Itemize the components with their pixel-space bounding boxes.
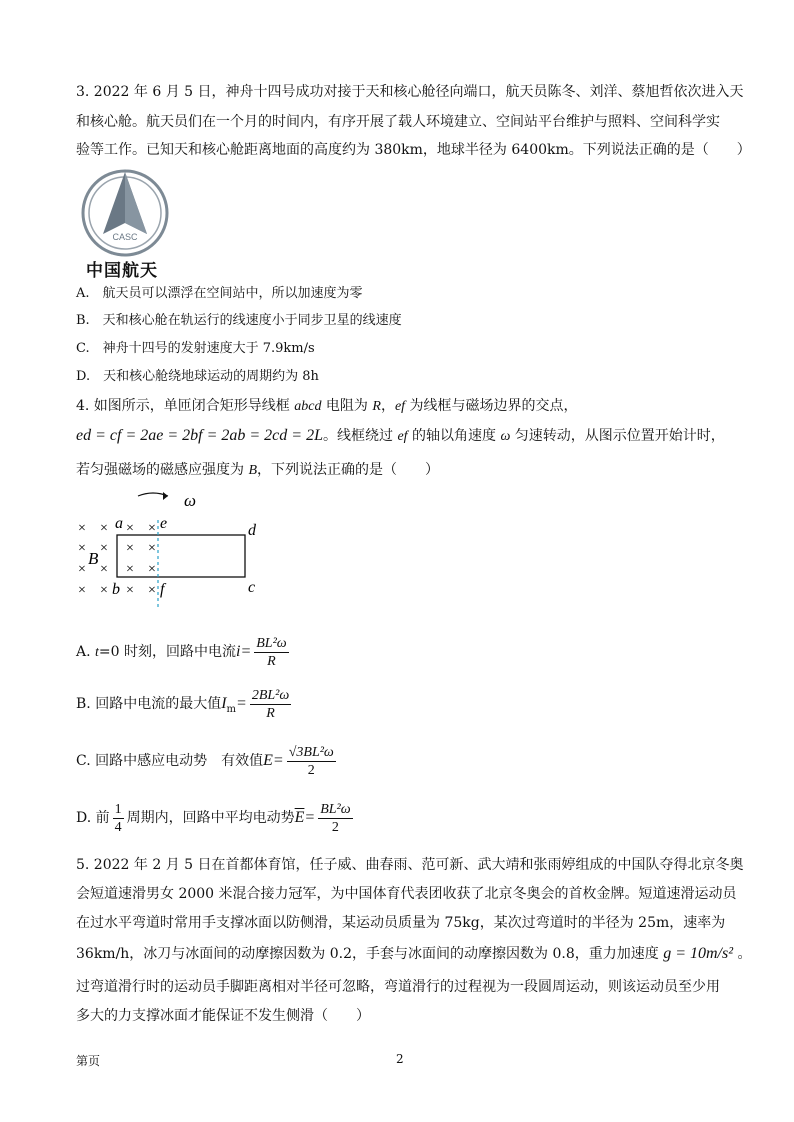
svg-text:×: ×: [126, 521, 134, 536]
svg-text:×: ×: [126, 562, 134, 577]
svg-text:×: ×: [126, 541, 134, 556]
q4-stem-line2: ed = cf = 2ae = 2bf = 2ab = 2cd = 2L。线框绕过 ef 的轴以角速度 ω 匀速转动，从图示位置开始计时，: [76, 427, 725, 444]
wire-frame: [117, 535, 245, 577]
q4-equation: ed = cf = 2ae = 2bf = 2ab = 2cd = 2L: [76, 427, 323, 444]
svg-text:×: ×: [148, 583, 156, 598]
svg-text:×: ×: [100, 541, 108, 556]
q4-option-a: A. t=0 时刻，回路中电流i= $\frac{\text{BL²ω}}{R}$: [76, 635, 287, 669]
logo-caption: 中国航天: [86, 261, 158, 281]
q4-stem-line3: 若匀强磁场的磁感应强度为 B，下列说法正确的是（ ）: [76, 462, 440, 478]
svg-text:×: ×: [78, 541, 86, 556]
casc-logo: [76, 168, 176, 281]
q3-option-b: B. 天和核心舱在轨运行的线速度小于同步卫星的线速度: [76, 313, 402, 328]
q3-stem-line2: 和核心舱。航天员们在一个月的时间内，有序开展了载人环境建立、空间站平台维护与照料、空间科学实: [76, 114, 720, 130]
svg-text:×: ×: [100, 521, 108, 536]
svg-text:×: ×: [78, 521, 86, 536]
label-a: a: [115, 515, 123, 532]
q3-stem-line1: 3. 2022 年 6 月 5 日，神舟十四号成功对接于天和核心舱径向端口，航天员陈冬、刘洋、蔡旭哲依次进入天: [76, 84, 744, 100]
svg-text:×: ×: [78, 583, 86, 598]
footer-left: 第页: [76, 1054, 101, 1068]
label-b: b: [112, 581, 120, 598]
page-number: 2: [396, 1052, 404, 1066]
svg-text:×: ×: [78, 562, 86, 577]
label-c: c: [248, 579, 256, 596]
label-e: e: [160, 515, 168, 532]
q4-stem-line1: 4. 如图所示，单匝闭合矩形导线框 abcd 电阻为 R，ef 为线框与磁场边界的交点，: [76, 398, 578, 414]
q3-option-d: D. 天和核心舱绕地球运动的周期约为 8h: [76, 369, 319, 384]
logo-casc-text: CASC: [112, 232, 138, 242]
svg-text:×: ×: [100, 583, 108, 598]
q5-line1: 5. 2022 年 2 月 5 日在首都体育馆，任子威、曲春雨、范可新、武大靖和张雨婷组成的中国队夺得北京冬奥: [76, 857, 744, 873]
svg-text:×: ×: [100, 562, 108, 577]
q3-stem-line3: 验等工作。已知天和核心舱距离地面的高度约为 380km，地球半径为 6400km。下列说法正确的是（ ）: [76, 142, 751, 158]
q5-line4: 36km/h，冰刀与冰面间的动摩擦因数为 0.2，手套与冰面间的动摩擦因数为 0.8，重力加速度 g = 10m/s² 。: [76, 945, 752, 962]
q5-line2: 会短道速滑男女 2000 米混合接力冠军，为中国体育代表团收获了北京冬奥会的首枚金牌。短道速滑运动员: [76, 886, 737, 902]
label-f: f: [160, 581, 165, 598]
label-d: d: [248, 522, 256, 539]
q4-option-b: B. 回路中电流的最大值$I_m=$ $\frac{\text{2BL²ω}}{R}$: [76, 687, 290, 721]
label-B: B: [88, 549, 99, 568]
q5-line6: 多大的力支撑冰面才能保证不发生侧滑（ ）: [76, 1008, 370, 1024]
svg-text:×: ×: [148, 562, 156, 577]
q4-option-c: C. 回路中感应电动势 有效值E= $\frac{\text{√3BL²ω}}{2}$: [76, 744, 334, 778]
q5-line5: 过弯道滑行时的运动员手脚距离相对半径可忽略，弯道滑行的过程视为一段圆周运动，则该运动员至少用: [76, 979, 720, 995]
q4-option-d: D. 前 $\frac{1}{4}$ 周期内，回路中平均电动势$\overline{E}=$ $\frac{\text{BL²ω}}{2}$: [76, 801, 351, 835]
omega-label: ω: [184, 491, 197, 510]
q5-line3: 在过水平弯道时常用手支撑冰面以防侧滑，某运动员质量为 75kg，某次过弯道时的半径为 25m，速率为: [76, 915, 726, 931]
q3-option-a: A. 航天员可以漂浮在空间站中，所以加速度为零: [76, 286, 363, 301]
svg-text:×: ×: [148, 541, 156, 556]
svg-text:×: ×: [126, 583, 134, 598]
q3-option-c: C. 神舟十四号的发射速度大于 7.9km/s: [76, 341, 315, 356]
q4-figure: [72, 490, 272, 610]
svg-text:×: ×: [148, 521, 156, 536]
